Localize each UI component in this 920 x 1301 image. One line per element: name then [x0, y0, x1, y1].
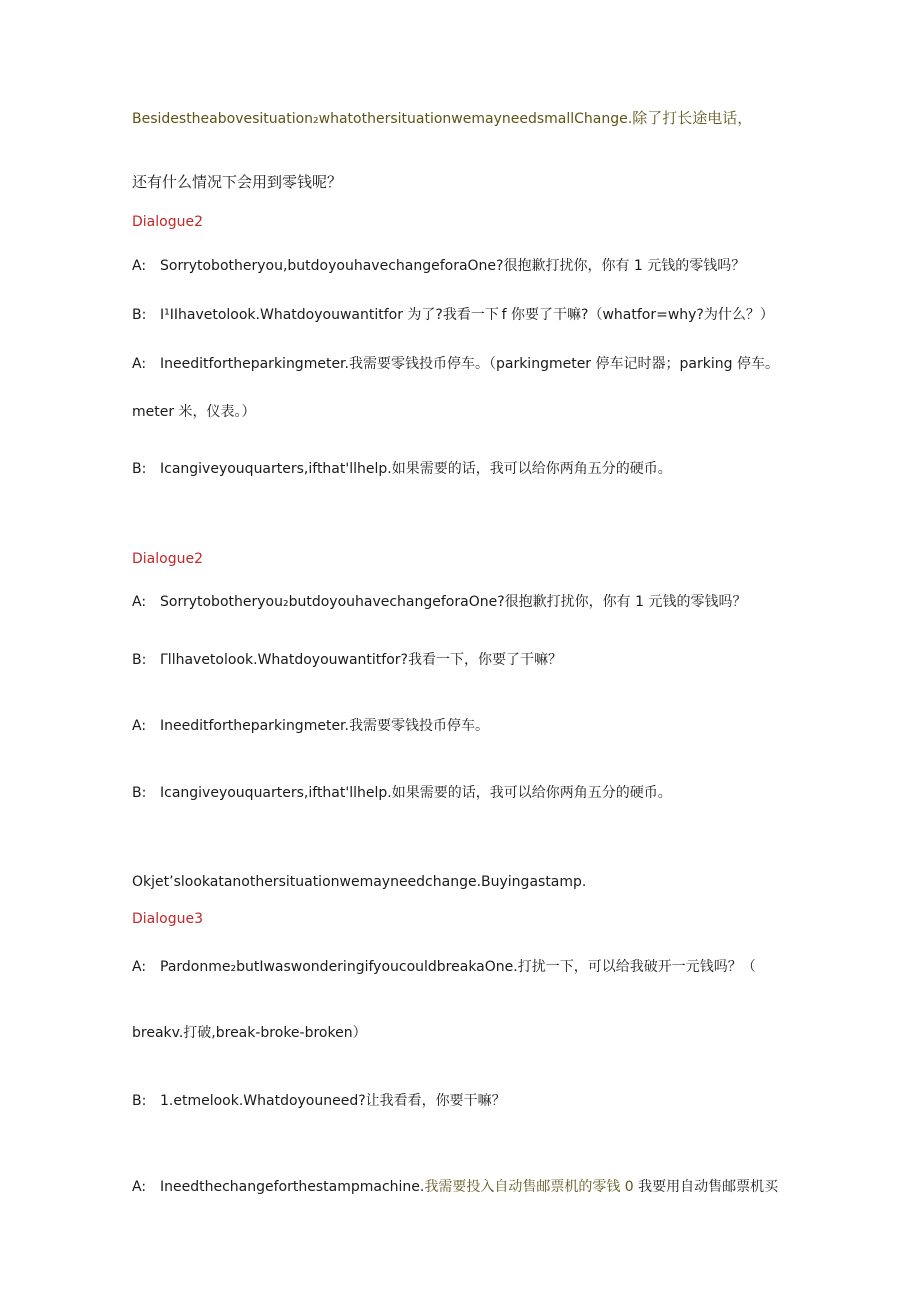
- dialogue-text-chinese: 我要用自动售邮票机买: [633, 1179, 779, 1195]
- dialogue-text: Ineeditfortheparkingmeter.我需要零钱投币停车。（parkingmeter 停车记时器；parking 停车。: [160, 356, 779, 372]
- speaker-label: A:: [132, 1179, 147, 1195]
- dialogue3-line-1-cont: breakv.打破,break-broke-broken）: [132, 1025, 367, 1041]
- speaker-label: B:: [132, 461, 147, 477]
- dialogue-text: Pardonme₂butIwaswonderingifyoucouldbreakaOne.打扰一下，可以给我破开一元钱吗？（: [160, 959, 756, 975]
- dialogue2b-line-2: [132, 650, 562, 670]
- dialogue2a-line-3-cont: meter 米，仪表。）: [132, 404, 256, 420]
- dialogue-text: 1.etmelook.Whatdoyouneed?让我看看，你要干嘛？: [160, 1093, 506, 1109]
- dialogue-text: I¹IIhavetolook.Whatdoyouwantitfor 为了?我看一下 f 你要了干嘛?（whatfor=why?为什么？）: [160, 307, 774, 323]
- dialogue2b-line-4: [132, 783, 672, 803]
- intro-chinese: 除了打长途电话，: [632, 109, 753, 127]
- dialogue-text: Sorrytobotheryou,butdoyouhavechangeforaOne?很抱歉打扰你，你有 1 元钱的零钱吗？: [160, 258, 746, 274]
- dialogue2b-line-1: [132, 592, 746, 612]
- speaker-label: A:: [132, 356, 147, 372]
- speaker-label: B:: [132, 307, 147, 323]
- dialogue2a-line-4: [132, 459, 672, 479]
- intro-line: [132, 108, 752, 129]
- speaker-label: B:: [132, 652, 147, 668]
- dialogue3-line-1: [132, 957, 756, 977]
- transition-line: Okjet’slookatanothersituationwemayneedchange.Buyingastamp.: [132, 874, 587, 890]
- dialogue3-line-2: [132, 1091, 506, 1111]
- dialogue-text-english: Ineedthechangeforthestampmachine.: [160, 1179, 425, 1195]
- speaker-label: B:: [132, 1093, 147, 1109]
- dialogue2a-line-3: [132, 354, 779, 374]
- dialogue-text: Icangiveyouquarters,ifthat'llhelp.如果需要的话，我可以给你两角五分的硬币。: [160, 461, 672, 477]
- dialogue3-line-3: [132, 1177, 778, 1197]
- dialogue-text: Sorrytobotheryou₂butdoyouhavechangeforaOne?很抱歉打扰你，你有 1 元钱的零钱吗？: [160, 594, 747, 610]
- dialogue3-title: Dialogue3: [132, 911, 203, 927]
- intro-english: Besidestheabovesituation₂whatothersituationwemayneedsmallChange.: [132, 111, 633, 127]
- speaker-label: A:: [132, 959, 147, 975]
- dialogue2a-line-1: [132, 256, 745, 276]
- dialogue-text: Ineeditfortheparkingmeter.我需要零钱投币停车。: [160, 718, 489, 734]
- speaker-label: A:: [132, 594, 147, 610]
- dialogue-text: Γllhavetolook.Whatdoyouwantitfor?我看一下，你要了干嘛？: [160, 652, 562, 668]
- dialogue2b-line-3: [132, 716, 489, 736]
- dialogue2a-title: Dialogue2: [132, 214, 203, 230]
- dialogue2a-line-2: [132, 305, 774, 325]
- dialogue-text-chinese-olive: 我需要投入自动售邮票机的零钱 0: [424, 1179, 634, 1195]
- speaker-label: A:: [132, 718, 147, 734]
- dialogue2b-title: Dialogue2: [132, 551, 203, 567]
- dialogue-text: Icangiveyouquarters,ifthat'llhelp.如果需要的话，我可以给你两角五分的硬币。: [160, 785, 672, 801]
- speaker-label: B:: [132, 785, 147, 801]
- speaker-label: A:: [132, 258, 147, 274]
- intro-continuation: 还有什么情况下会用到零钱呢？: [132, 173, 343, 191]
